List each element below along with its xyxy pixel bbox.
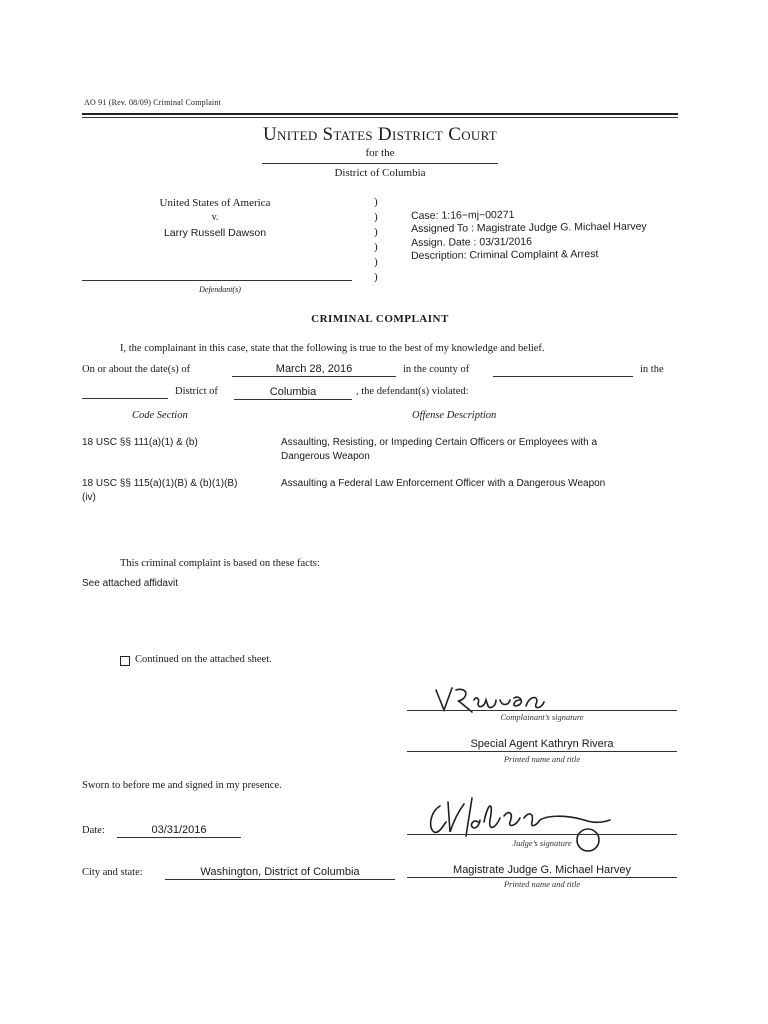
city-label: City and state:: [82, 867, 143, 878]
plaintiff-name: United States of America: [159, 197, 271, 209]
case-assign-date: Assign. Date : 03/31/2016: [411, 235, 532, 249]
case-assigned: Assigned To : Magistrate Judge G. Michael Harvey: [411, 220, 647, 235]
judge-printed-caption: Printed name and title: [503, 879, 581, 889]
complainant-printed-name: Special Agent Kathryn Rivera: [407, 738, 677, 752]
offense-code-cont: (iv): [82, 492, 96, 503]
versus: v.: [211, 212, 219, 223]
in-the-label: in the: [640, 364, 664, 375]
violated-label: , the defendant(s) violated:: [356, 386, 469, 397]
complaint-heading: CRIMINAL COMPLAINT: [311, 313, 449, 325]
district-field: Columbia: [234, 386, 352, 400]
offense-code: 18 USC §§ 115(a)(1)(B) & (b)(1)(B): [82, 478, 238, 489]
offense-description: Assaulting, Resisting, or Impeding Certain Officers or Employees with a: [281, 437, 598, 448]
continued-checkbox[interactable]: [120, 656, 130, 666]
header-rule-thin: [82, 117, 678, 118]
facts-label: This criminal complaint is based on these facts:: [120, 558, 320, 569]
judge-signature-caption: Judge’s signature: [512, 838, 572, 848]
court-district: District of Columbia: [334, 167, 426, 179]
offense-description-cont: Dangerous Weapon: [281, 451, 370, 462]
code-section-header: Code Section: [132, 410, 188, 421]
district-label: District of: [175, 386, 218, 397]
header-rule: [82, 113, 678, 115]
case-number: Case: 1:16−mj−00271: [411, 208, 515, 222]
form-id: AO 91 (Rev. 08/09) Criminal Complaint: [84, 98, 222, 107]
case-description: Description: Criminal Complaint & Arrest: [411, 248, 599, 262]
judge-signature: [424, 792, 624, 862]
county-field: [493, 376, 633, 377]
date-label: Date:: [82, 825, 105, 836]
district-prefix-field: [82, 398, 168, 399]
complainant-signature-text: KRivera: [430, 684, 434, 685]
offense-date-field: March 28, 2016: [232, 363, 396, 377]
defendant-name: Larry Russell Dawson: [163, 227, 267, 239]
offense-description: Assaulting a Federal Law Enforcement Officer with a Dangerous Weapon: [281, 478, 606, 489]
date-field: 03/31/2016: [117, 824, 241, 838]
offense-description-header: Offense Description: [412, 410, 497, 421]
judge-printed-name: Magistrate Judge G. Michael Harvey: [407, 864, 677, 878]
court-for-the: for the: [365, 147, 395, 159]
county-label: in the county of: [403, 364, 470, 375]
district-rule: [262, 163, 498, 164]
city-field: Washington, District of Columbia: [165, 866, 395, 880]
facts-value: See attached affidavit: [82, 578, 178, 589]
offense-code: 18 USC §§ 111(a)(1) & (b): [82, 437, 198, 448]
judge-signature-line: [407, 834, 677, 835]
court-title: United States District Court: [263, 124, 497, 145]
sworn-statement: Sworn to before me and signed in my presence.: [82, 780, 282, 791]
complainant-printed-caption: Printed name and title: [503, 754, 581, 764]
continued-label: Continued on the attached sheet.: [135, 654, 272, 665]
defendants-label: Defendant(s): [199, 285, 241, 294]
defendant-rule: [82, 280, 352, 281]
complainant-signature-line: [407, 710, 677, 711]
dates-prefix: On or about the date(s) of: [82, 364, 191, 375]
complainant-signature-caption: Complainant’s signature: [500, 712, 584, 722]
complainant-statement: I, the complainant in this case, state that the following is true to the best of my knowledge and belief.: [120, 343, 545, 354]
